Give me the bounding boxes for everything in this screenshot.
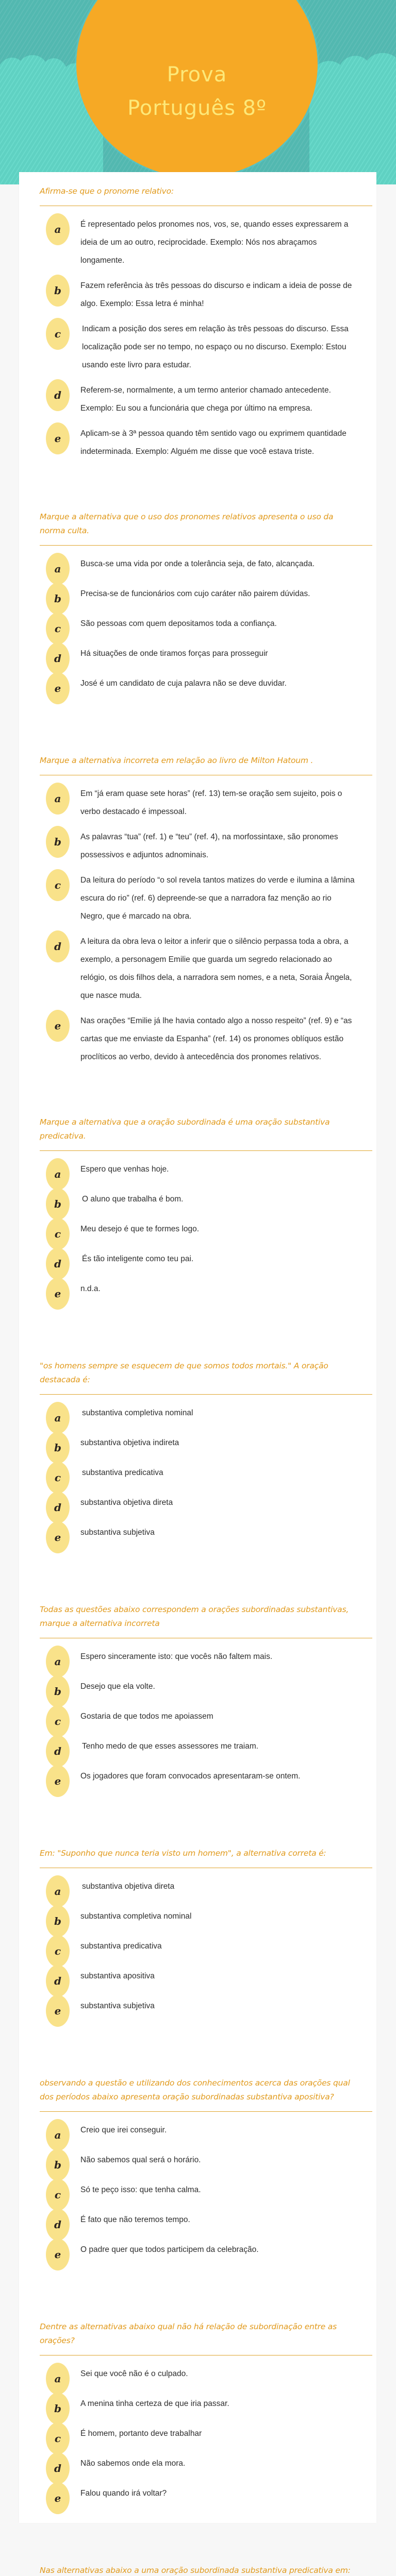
letter-badge-icon: d: [46, 642, 70, 674]
option-text: substantiva completiva nominal: [80, 1912, 192, 1921]
letter-badge-icon: a: [46, 553, 70, 585]
option-e[interactable]: [40, 1767, 357, 1797]
divider: [40, 1150, 372, 1151]
option-c[interactable]: [40, 1707, 357, 1737]
letter-badge-icon: c: [46, 2179, 70, 2211]
letter-badge-icon: d: [46, 2452, 70, 2484]
option-b[interactable]: [40, 828, 357, 864]
option-b[interactable]: [40, 1434, 357, 1464]
option-text: A menina tinha certeza de que iria passar.: [80, 2399, 229, 2408]
option-text: Meu desejo é que te formes logo.: [80, 1225, 200, 1233]
letter-badge-icon: c: [46, 2422, 70, 2454]
option-text: Só te peço isso: que tenha calma.: [80, 2185, 201, 2194]
letter-badge-icon: e: [46, 672, 70, 704]
letter-badge-icon: e: [46, 422, 70, 454]
option-b[interactable]: [40, 2395, 357, 2425]
question-5: [40, 1359, 357, 1553]
question-title: Todas as questões abaixo correspondem a orações subordinadas substantivas, marque a alternativa incorreta: [40, 1605, 349, 1628]
letter-badge-icon: b: [46, 1905, 70, 1937]
letter-badge-icon: a: [46, 2363, 70, 2395]
option-text: Creio que irei conseguir.: [80, 2126, 167, 2134]
letter-badge-icon: d: [46, 1248, 70, 1280]
letter-badge-icon: d: [46, 1965, 70, 1997]
letter-badge-icon: c: [46, 1935, 70, 1967]
letter-badge-icon: b: [46, 1188, 70, 1220]
option-text: Espero que venhas hoje.: [80, 1165, 169, 1174]
option-d[interactable]: [40, 1494, 357, 1523]
option-d[interactable]: [40, 1250, 357, 1280]
divider: [40, 1394, 372, 1395]
option-text: É fato que não teremos tempo.: [80, 2215, 190, 2224]
option-e[interactable]: [40, 2484, 357, 2514]
option-c[interactable]: [40, 2425, 357, 2454]
option-b[interactable]: [40, 277, 357, 313]
option-e[interactable]: [40, 425, 357, 461]
question-title: Nas alternativas abaixo a uma oração subordinada substantiva predicativa em:: [40, 2566, 351, 2575]
option-d[interactable]: [40, 1737, 357, 1767]
options-list: [40, 2365, 357, 2514]
option-a[interactable]: [40, 555, 357, 585]
option-text: Aplicam-se à 3ª pessoa quando têm sentido vago ou exprimem quantidade indeterminada. Exemplo: Alguém me disse que você estava triste.: [80, 429, 346, 456]
option-b[interactable]: [40, 1907, 357, 1937]
option-e[interactable]: [40, 1997, 357, 2027]
option-b[interactable]: [40, 1677, 357, 1707]
letter-badge-icon: b: [46, 1432, 70, 1464]
question-title: Afirma-se que o pronome relativo:: [40, 187, 174, 196]
option-text: substantiva objetiva indireta: [80, 1438, 179, 1447]
options-list: [40, 1160, 357, 1310]
options-list: [40, 1877, 357, 2027]
option-c[interactable]: [40, 1220, 357, 1250]
option-text: Não sabemos qual será o horário.: [80, 2156, 201, 2164]
option-text: Em “já eram quase sete horas” (ref. 13) tem-se oração sem sujeito, pois o verbo destacado é impessoal.: [80, 789, 342, 816]
option-text: substantiva objetiva direta: [82, 1882, 175, 1891]
letter-badge-icon: d: [46, 1735, 70, 1767]
option-a[interactable]: [40, 1877, 357, 1907]
option-text: É homem, portanto deve trabalhar: [80, 2429, 202, 2438]
question-10: [40, 2564, 357, 2576]
question-6: [40, 1603, 357, 1797]
option-b[interactable]: [40, 585, 357, 615]
option-d[interactable]: [40, 381, 357, 417]
question-title: Marque a alternativa que a oração subordinada é uma oração substantiva predicativa.: [40, 1117, 330, 1141]
option-text: O padre quer que todos participem da celebração.: [80, 2245, 259, 2254]
question-title: Marque a alternativa que o uso dos pronomes relativos apresenta o uso da norma culta.: [40, 512, 334, 535]
option-a[interactable]: [40, 785, 357, 821]
option-text: Os jogadores que foram convocados apresentaram-se ontem.: [80, 1772, 301, 1781]
options-list: [40, 1404, 357, 1553]
letter-badge-icon: e: [46, 2482, 70, 2514]
question-3: [40, 754, 357, 1066]
letter-badge-icon: c: [46, 318, 70, 350]
header-banner: [0, 0, 396, 184]
letter-badge-icon: c: [46, 1218, 70, 1250]
option-c[interactable]: [40, 320, 357, 374]
option-text: substantiva subjetiva: [80, 2002, 155, 2010]
page-title-line1: Prova: [167, 63, 227, 87]
letter-badge-icon: a: [46, 2119, 70, 2151]
option-text: Sei que você não é o culpado.: [80, 2369, 188, 2378]
option-text: Nas orações “Emilie já lhe havia contado algo a nosso respeito” (ref. 9) e “as cartas que me enviaste da Espanha” (ref. 14) os pronomes oblíquos estão proclíticos ao verbo, devido à antecedência dos pronomes relativos.: [80, 1016, 352, 1061]
option-c[interactable]: [40, 1464, 357, 1494]
question-9: [40, 2320, 357, 2514]
letter-badge-icon: c: [46, 869, 70, 901]
letter-badge-icon: d: [46, 930, 70, 962]
options-list: [40, 555, 357, 704]
option-text: Tenho medo de que esses assessores me traiam.: [82, 1742, 259, 1751]
option-text: A leitura da obra leva o leitor a inferir que o silêncio perpassa toda a obra, a exemplo, a personagem Emilie que guarda um segredo relacionado ao relógio, os dois filhos dela, a narradora sem nomes, e a neta, Soraia Ângela, que nasce muda.: [80, 937, 352, 1000]
question-7: [40, 1846, 357, 2027]
letter-badge-icon: b: [46, 2393, 70, 2425]
question-title: Dentre as alternativas abaixo qual não há relação de subordinação entre as orações?: [40, 2322, 337, 2345]
option-text: Há situações de onde tiramos forças para prosseguir: [80, 649, 268, 658]
letter-badge-icon: e: [46, 1010, 70, 1042]
option-text: Falou quando irá voltar?: [80, 2489, 167, 2498]
letter-badge-icon: b: [46, 583, 70, 615]
question-title: Marque a alternativa incorreta em relação ao livro de Milton Hatoum .: [40, 756, 314, 765]
option-a[interactable]: [40, 1404, 357, 1434]
option-text: substantiva completiva nominal: [82, 1409, 193, 1417]
letter-badge-icon: c: [46, 1705, 70, 1737]
option-b[interactable]: [40, 1190, 357, 1220]
letter-badge-icon: a: [46, 213, 70, 245]
option-text: Busca-se uma vida por onde a tolerância seja, de fato, alcançada.: [80, 560, 315, 568]
options-list: [40, 215, 357, 461]
option-d[interactable]: [40, 2454, 357, 2484]
option-a[interactable]: [40, 2365, 357, 2395]
letter-badge-icon: e: [46, 1995, 70, 2027]
question-title: Em: "Suponho que nunca teria visto um homem", a alternativa correta é:: [40, 1849, 326, 1858]
option-e[interactable]: [40, 674, 357, 704]
option-text: n.d.a.: [80, 1284, 101, 1293]
option-e[interactable]: [40, 1280, 357, 1310]
option-text: És tão inteligente como teu pai.: [82, 1255, 194, 1263]
page-title-line2: Português 8º: [127, 96, 267, 120]
option-text: José é um candidato de cuja palavra não se deve duvidar.: [80, 679, 287, 688]
letter-badge-icon: a: [46, 1646, 70, 1677]
question-1: [40, 184, 357, 461]
option-c[interactable]: [40, 871, 357, 925]
letter-badge-icon: d: [46, 1492, 70, 1523]
letter-badge-icon: a: [46, 1402, 70, 1434]
option-text: Precisa-se de funcionários com cujo caráter não pairem dúvidas.: [80, 589, 310, 598]
option-text: São pessoas com quem depositamos toda a confiança.: [80, 619, 277, 628]
option-e[interactable]: [40, 1012, 357, 1066]
letter-badge-icon: a: [46, 1158, 70, 1190]
option-c[interactable]: [40, 615, 357, 645]
quiz-card: [19, 172, 376, 2575]
letter-badge-icon: d: [46, 379, 70, 411]
option-text: substantiva predicativa: [80, 1942, 162, 1951]
option-text: substantiva objetiva direta: [80, 1498, 173, 1507]
question-4: [40, 1115, 357, 1310]
option-d[interactable]: [40, 933, 357, 1005]
option-text: Espero sinceramente isto: que vocês não faltem mais.: [80, 1652, 273, 1661]
option-c[interactable]: [40, 1937, 357, 1967]
letter-badge-icon: e: [46, 2239, 70, 2270]
question-title: observando a questão e utilizando dos conhecimentos acerca das orações qual dos períodos abaixo apresenta oração subordinadas substantiva apositiva?: [40, 2078, 350, 2102]
option-d[interactable]: [40, 1967, 357, 1997]
option-text: Desejo que ela volte.: [80, 1682, 155, 1691]
divider: [40, 545, 372, 546]
letter-badge-icon: a: [46, 783, 70, 815]
option-a[interactable]: [40, 1160, 357, 1190]
letter-badge-icon: c: [46, 1462, 70, 1494]
divider: [40, 2111, 372, 2112]
option-e[interactable]: [40, 1523, 357, 1553]
options-list: [40, 2121, 357, 2270]
option-text: substantiva predicativa: [82, 1468, 163, 1477]
question-title: "os homens sempre se esquecem de que somos todos mortais." A oração destacada é:: [40, 1361, 328, 1384]
letter-badge-icon: b: [46, 275, 70, 307]
option-text: Da leitura do período “o sol revela tantos matizes do verde e ilumina a lâmina escura do rio” (ref. 6) depreende-se que a narradora faz menção ao rio Negro, que é marcado na obra.: [80, 876, 355, 921]
option-text: As palavras “tua” (ref. 1) e “teu” (ref. 4), na morfossintaxe, são pronomes possessivos e adjuntos adnominais.: [80, 833, 338, 859]
option-text: Não sabemos onde ela mora.: [80, 2459, 186, 2468]
question-2: [40, 510, 357, 704]
option-a[interactable]: [40, 1648, 357, 1677]
option-a[interactable]: [40, 215, 357, 269]
option-text: substantiva apositiva: [80, 1972, 155, 1980]
letter-badge-icon: a: [46, 1875, 70, 1907]
question-8: [40, 2076, 357, 2270]
letter-badge-icon: d: [46, 2209, 70, 2241]
letter-badge-icon: e: [46, 1521, 70, 1553]
letter-badge-icon: b: [46, 826, 70, 858]
options-list: [40, 1648, 357, 1797]
letter-badge-icon: b: [46, 2149, 70, 2181]
option-text: O aluno que trabalha é bom.: [82, 1195, 184, 1204]
option-text: É representado pelos pronomes nos, vos, se, quando esses expressarem a ideia de um ao outro, reciprocidade. Exemplo: Nós nos abraçamos longamente.: [80, 220, 349, 265]
letter-badge-icon: e: [46, 1278, 70, 1310]
option-d[interactable]: [40, 645, 357, 674]
option-text: Referem-se, normalmente, a um termo anterior chamado antecedente. Exemplo: Eu sou a funcionária que chega por último na empresa.: [80, 386, 331, 413]
option-text: substantiva subjetiva: [80, 1528, 155, 1537]
letter-badge-icon: e: [46, 1765, 70, 1797]
letter-badge-icon: b: [46, 1675, 70, 1707]
option-b[interactable]: [40, 2151, 357, 2181]
option-text: Fazem referência às três pessoas do discurso e indicam a ideia de posse de algo. Exemplo: Essa letra é minha!: [80, 281, 352, 308]
options-list: [40, 785, 357, 1066]
option-d[interactable]: [40, 2211, 357, 2241]
option-text: Indicam a posição dos seres em relação às três pessoas do discurso. Essa localização pode ser no tempo, no espaço ou no discurso. Exemplo: Estou usando este livro para estudar.: [82, 325, 349, 369]
option-e[interactable]: [40, 2241, 357, 2270]
option-c[interactable]: [40, 2181, 357, 2211]
option-text: Gostaria de que todos me apoiassem: [80, 1712, 213, 1721]
option-a[interactable]: [40, 2121, 357, 2151]
letter-badge-icon: c: [46, 613, 70, 645]
